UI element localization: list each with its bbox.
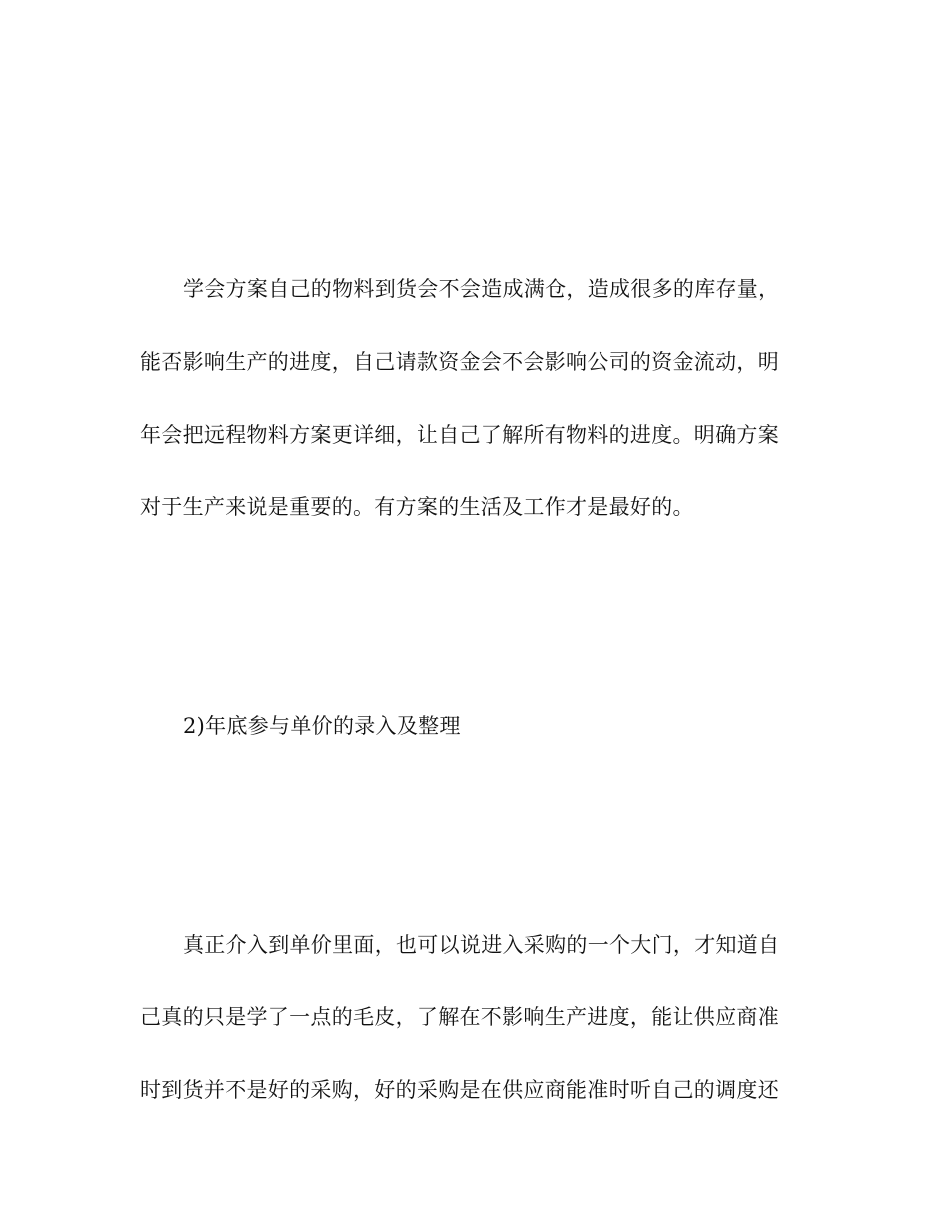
paragraph-1-line-4: 对于生产来说是重要的。有方案的生活及工作才是最好的。 [140, 495, 694, 519]
paragraph-1-line-2: 能否影响生产的进度，自己请款资金会不会影响公司的资金流动，明 [140, 350, 779, 374]
paragraph-2-line-2: 己真的只是学了一点的毛皮，了解在不影响生产进度，能让供应商准 [140, 1005, 779, 1029]
paragraph-1-line-3: 年会把远程物料方案更详细，让自己了解所有物料的进度。明确方案 [140, 423, 779, 447]
paragraph-2-line-3: 时到货并不是好的采购，好的采购是在供应商能准时听自己的调度还 [140, 1078, 779, 1102]
section-heading: 2)年底参与单价的录入及整理 [183, 714, 461, 738]
paragraph-2-line-1: 真正介入到单价里面，也可以说进入采购的一个大门，才知道自 [183, 933, 780, 957]
paragraph-1-line-1: 学会方案自己的物料到货会不会造成满仓，造成很多的库存量， [183, 277, 780, 301]
